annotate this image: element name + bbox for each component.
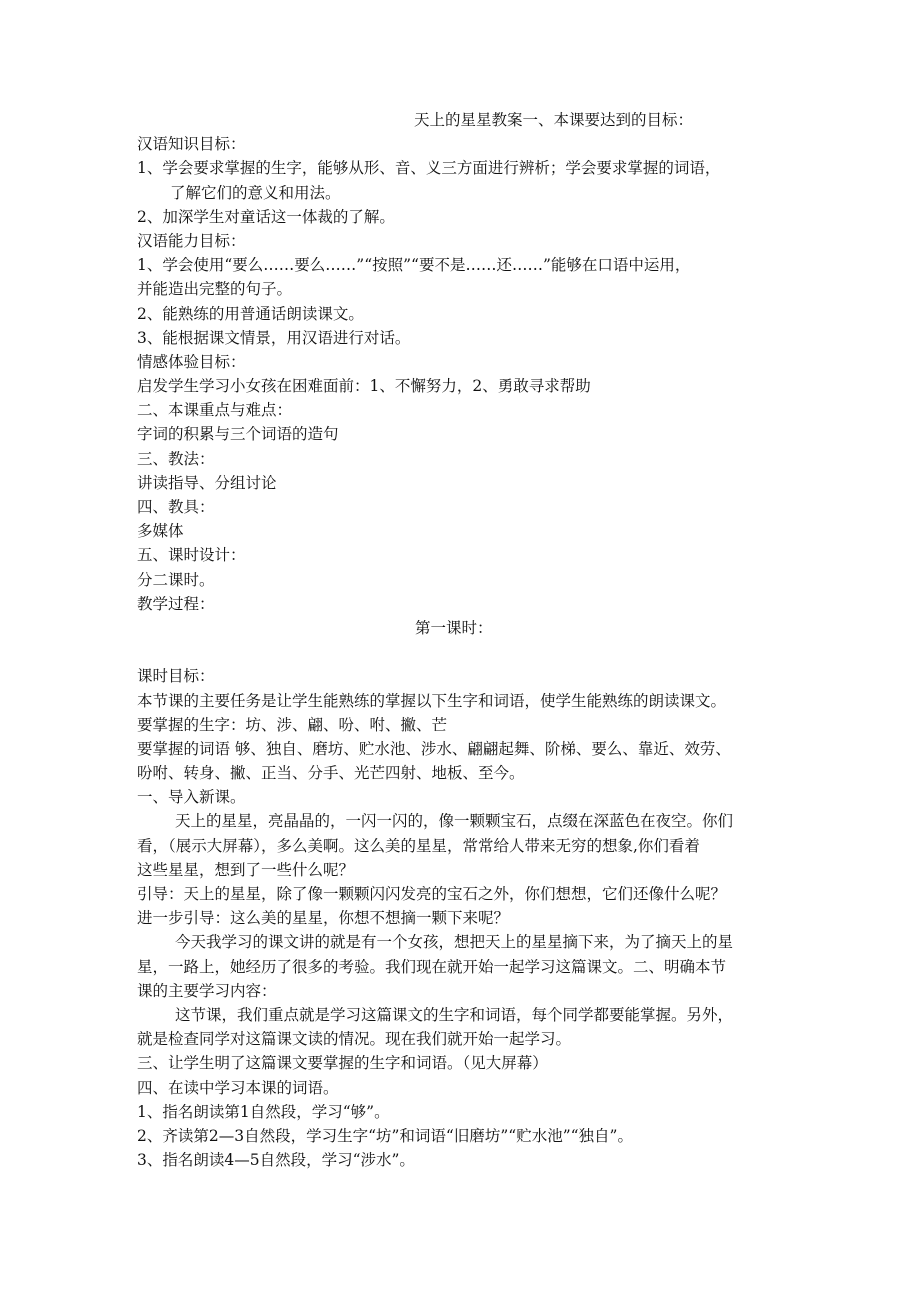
section-heading-lesson-goals: 课时目标： (137, 667, 215, 686)
paragraph-line: 本节课的主要任务是让学生能熟练的掌握以下生字和词语，使学生能熟练的朗读课文。 (137, 691, 727, 710)
paragraph-line: 这节课，我们重点就是学习这篇课文的生字和词语，每个同学都要能掌握。另外， (175, 1005, 734, 1024)
paragraph-line: 2、能熟练的用普通话朗读课文。 (137, 304, 364, 323)
paragraph-line: 这些星星，想到了一些什么呢？ (137, 860, 355, 879)
list-item: 3、指名朗读4—5自然段，学习“涉水”。 (137, 1151, 415, 1170)
paragraph-line: 并能造出完整的句子。 (137, 280, 293, 299)
paragraph-line: 讲读指导、分组讨论 (137, 473, 277, 492)
paragraph-line: 1、学会要求掌握的生字，能够从形、音、义三方面进行辨析；学会要求掌握的词语， (137, 159, 721, 178)
paragraph-line: 启发学生学习小女孩在困难面前：1、不懈努力，2、勇敢寻求帮助 (137, 377, 591, 396)
list-item: 2、齐读第2—3自然段，学习生字“坊”和词语“旧磨坊”“贮水池”“独自”。 (137, 1126, 633, 1145)
paragraph-line: 看，（展示大屏幕），多么美啊。这么美的星星，常常给人带来无穷的想象,你们看着 (137, 836, 700, 855)
paragraph-line: 星，一路上，她经历了很多的考验。我们现在就开始一起学习这篇课文。二、明确本节 (137, 957, 727, 976)
section-heading-schedule: 五、课时设计： (137, 546, 246, 565)
paragraph-line: 3、能根据课文情景，用汉语进行对话。 (137, 328, 411, 347)
paragraph-line: 课的主要学习内容： (137, 981, 277, 1000)
paragraph-line: 今天我学习的课文讲的就是有一个女孩，想把天上的星星摘下来，为了摘天上的星 (175, 933, 734, 952)
paragraph-line: 1、学会使用“要么……要么……”“按照”“要不是……还……”能够在口语中运用， (137, 256, 691, 275)
paragraph-line: 多媒体 (137, 522, 184, 541)
section-heading-tools: 四、教具： (137, 498, 215, 516)
paragraph-line: 2、加深学生对童话这一体裁的了解。 (137, 207, 395, 226)
paragraph-line: 天上的星星，亮晶晶的，一闪一闪的，像一颗颗宝石，点缀在深蓝色在夜空。你们 (175, 812, 734, 831)
section-heading-key-points: 二、本课重点与难点： (137, 401, 293, 420)
paragraph-line: 分二课时。 (137, 570, 215, 589)
section-heading-knowledge-goals: 汉语知识目标： (137, 135, 246, 154)
paragraph-line: 吩咐、转身、撇、正当、分手、光芒四射、地板、至今。 (137, 764, 525, 783)
section-heading-method: 三、教法： (137, 449, 215, 468)
paragraph-line: 就是检查同学对这篇课文读的情况。现在我们就开始一起学习。 (137, 1030, 572, 1049)
paragraph-line: 字词的积累与三个词语的造句 (137, 425, 339, 444)
section-heading-step-three: 三、让学生明了这篇课文要掌握的生字和词语。（见大屏幕） (137, 1054, 548, 1073)
paragraph-line: 要掌握的生字：坊、涉、翩、吩、咐、撇、芒 (137, 715, 448, 734)
paragraph-line: 了解它们的意义和用法。 (170, 183, 341, 202)
paragraph-line: 进一步引导：这么美的星星，你想不想摘一颗下来呢？ (137, 909, 510, 928)
paragraph-line: 要掌握的词语 够、独自、磨坊、贮水池、涉水、翩翩起舞、阶梯、要么、靠近、效劳、 (137, 739, 731, 758)
section-heading-emotion-goals: 情感体验目标： (137, 352, 246, 371)
paragraph-line: 引导：天上的星星，除了像一颗颗闪闪发亮的宝石之外，你们想想，它们还像什么呢？ (137, 885, 727, 904)
lesson-heading: 第一课时： (415, 618, 493, 637)
section-heading-ability-goals: 汉语能力目标： (137, 231, 246, 250)
list-item: 1、指名朗读第1自然段，学习“够”。 (137, 1102, 390, 1121)
document-title: 天上的星星教案一、本课要达到的目标： (414, 111, 694, 129)
section-heading-intro: 一、导入新课。 (137, 788, 246, 807)
section-heading-step-four: 四、在读中学习本课的词语。 (137, 1078, 339, 1097)
document-page (137, 108, 797, 1172)
section-heading-process: 教学过程： (137, 594, 215, 613)
